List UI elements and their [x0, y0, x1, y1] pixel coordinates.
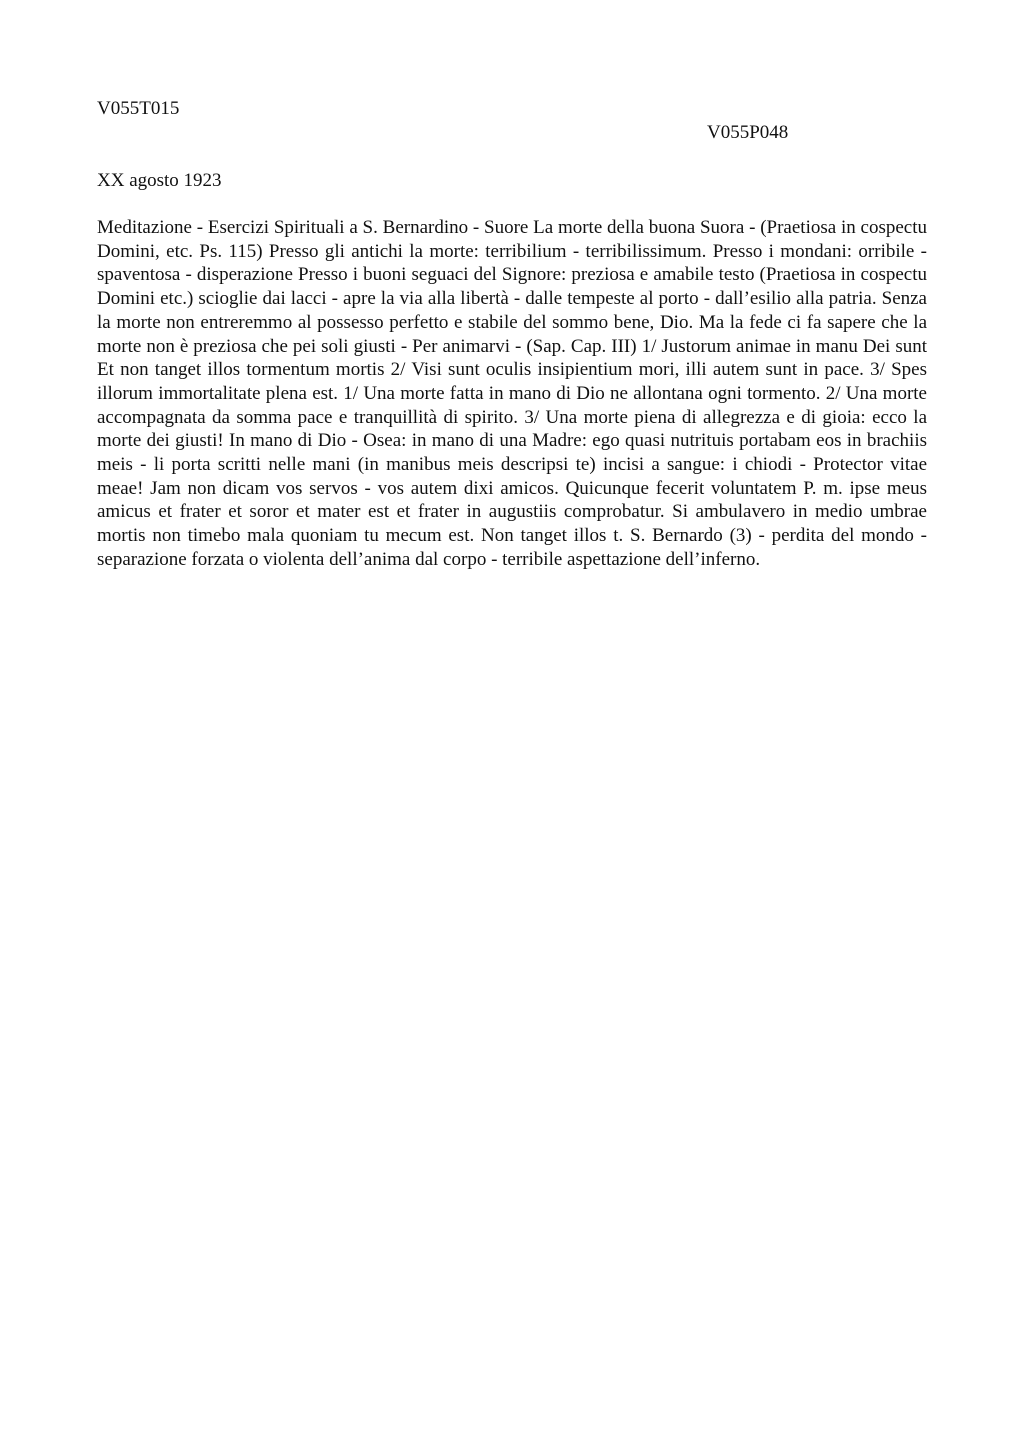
document-code: V055T015 [97, 98, 180, 119]
body-paragraph: Meditazione - Esercizi Spirituali a S. Bernardino - Suore La morte della buona Suora - (Praetiosa in cospectu Domini, etc. Ps. 115) Presso gli antichi la morte: terribilium - terribilissimum. Presso i mondani: orribile - spaventosa - disperazione Presso i buoni seguaci del Signore: preziosa e amabile testo (Praetiosa in cospectu Domini etc.) scioglie dai lacci - apre la via alla libertà - dalle tempeste al porto - dall’esilio alla patria. Senza la morte non entreremmo al possesso perfetto e stabile del sommo bene, Dio. Ma la fede ci fa sapere che la morte non è preziosa che pei soli giusti - Per animarvi - (Sap. Cap. III) 1/ Justorum animae in manu Dei sunt Et non tanget illos tormentum mortis 2/ Visi sunt oculis insipientium mori, illi autem sunt in pace. 3/ Spes illorum immortalitate plena est. 1/ Una morte fatta in mano di Dio ne allontana ogni tormento. 2/ Una morte accompagnata da somma pace e tranquillità di spirito. 3/ Una morte piena di allegrezza e di gioia: ecco la morte dei giusti! In mano di Dio - Osea: in mano di una Madre: ego quasi nutrituis portabam eos in brachiis meis - li porta scritti nelle mani (in manibus meis descripsi te) incisi a sangue: i chiodi - Protector vitae meae! Jam non dicam vos servos - vos autem dixi amicos. Quicunque fecerit voluntatem P. m. ipse meus amicus et frater et soror et mater est et frater in augustiis comprobatur. Si ambulavero in medio umbrae mortis non timebo mala quoniam tu mecum est. Non tanget illos t. S. Bernardo (3) - perdita del mondo - separazione forzata o violenta dell’anima dal corpo - terribile aspettazione dell’inferno. [97, 217, 927, 570]
page-code: V055P048 [707, 122, 789, 143]
document-date: XX agosto 1923 [97, 170, 222, 191]
